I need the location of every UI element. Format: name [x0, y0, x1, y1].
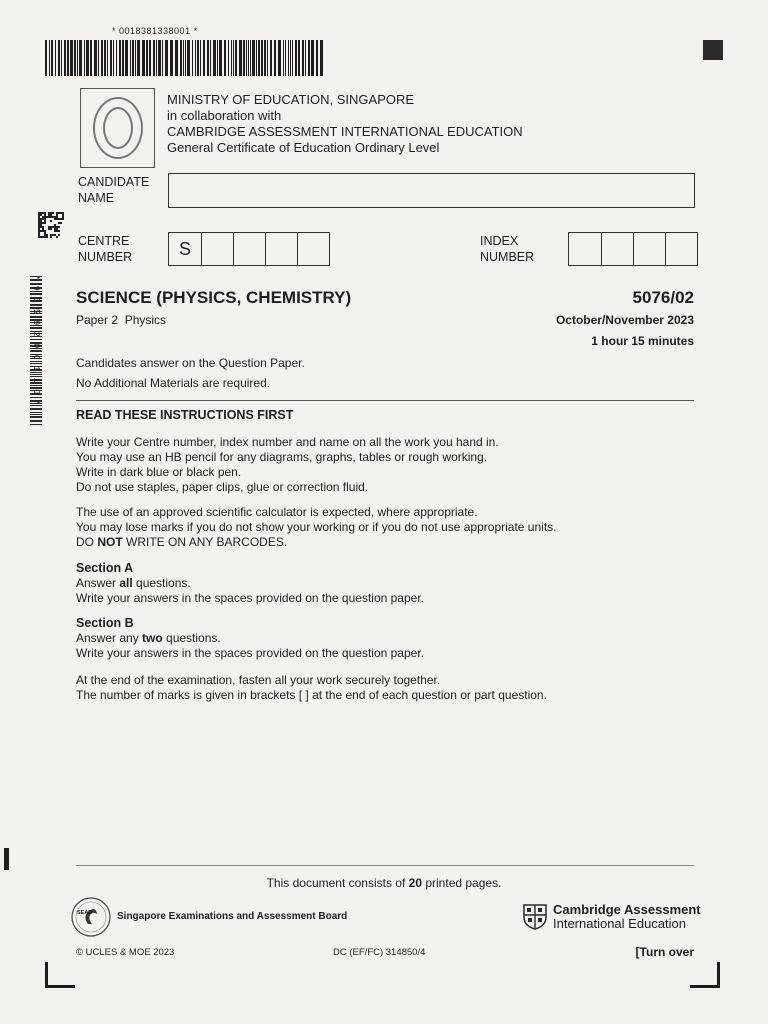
section-b: Section B Answer any two questions. Write your answers in the spaces provided on the question paper.: [76, 616, 424, 660]
barcode-bar: [308, 40, 310, 76]
qr-module: [52, 226, 54, 228]
qr-module: [50, 220, 52, 222]
qr-module: [44, 222, 46, 224]
qr-module: [42, 222, 44, 224]
exam-duration: 1 hour 15 minutes: [591, 334, 694, 348]
barcode-bar: [233, 40, 234, 76]
qr-module: [38, 222, 40, 224]
barcode-bar: [125, 40, 128, 76]
qr-module: [50, 228, 52, 230]
candidate-name-label: CANDIDATE NAME: [78, 175, 150, 205]
qr-module: [50, 214, 52, 216]
qr-module: [54, 230, 56, 232]
ministry-line: MINISTRY OF EDUCATION, SINGAPORE: [167, 92, 415, 107]
qr-module: [38, 216, 40, 218]
qr-module: [46, 216, 48, 218]
qr-module: [42, 236, 44, 238]
barcode-bar: [90, 40, 92, 76]
qr-module: [50, 226, 52, 228]
qr-module: [58, 212, 60, 214]
centre-digit-box[interactable]: [297, 233, 329, 265]
qr-module: [38, 214, 40, 216]
qr-module: [40, 220, 42, 222]
barcode-bar: [219, 40, 222, 76]
barcode-bar: [185, 40, 186, 76]
barcode-bar: [107, 40, 108, 76]
barcode-bar: [67, 40, 69, 76]
document-code: DC (EF/FC) 314850/4: [333, 947, 426, 958]
paper-code: 5076/02: [632, 288, 694, 307]
qr-module: [46, 234, 48, 236]
barcode-bar: [135, 40, 136, 76]
qr-module: [40, 236, 42, 238]
barcode-bar: [250, 40, 251, 76]
svg-text:SEAB: SEAB: [77, 910, 93, 916]
barcode-bar: [258, 40, 260, 76]
barcode-bar: [70, 40, 73, 76]
qr-module: [42, 218, 44, 220]
barcode-bar: [156, 40, 157, 76]
barcode-bar: [224, 40, 226, 76]
qr-module: [50, 216, 52, 218]
qr-module: [38, 232, 40, 234]
barcode-bar: [119, 40, 121, 76]
barcode-bar: [153, 40, 155, 76]
barcode-bar: [110, 40, 112, 76]
qr-module: [54, 228, 56, 230]
barcode-bar: [274, 40, 276, 76]
candidate-name-field[interactable]: [168, 173, 695, 208]
qr-module: [56, 214, 58, 216]
barcode-bar: [311, 40, 314, 76]
barcode-bar: [122, 40, 124, 76]
cambridge-shield-icon: [522, 903, 548, 930]
answer-note: Candidates answer on the Question Paper.: [76, 356, 305, 370]
qr-module: [42, 228, 44, 230]
barcode-bar: [165, 40, 168, 76]
qr-module: [54, 226, 56, 228]
barcode-bar: [217, 40, 218, 76]
corner-marker: [703, 40, 723, 60]
qr-module: [56, 236, 58, 238]
barcode-bar: [187, 40, 190, 76]
qr-module: [54, 218, 56, 220]
barcode-bar: [298, 40, 300, 76]
barcode-bar: [302, 40, 304, 76]
barcode-bar: [149, 40, 151, 76]
qr-module: [52, 212, 54, 214]
centre-digit-box[interactable]: [265, 233, 297, 265]
qr-module: [44, 218, 46, 220]
barcode-bar: [278, 40, 281, 76]
qr-module: [40, 218, 42, 220]
closing-instructions: At the end of the examination, fasten all your work securely together. The number of marks is given in brackets [ ] at the end of each question or part question.: [76, 673, 547, 702]
crop-mark-right: [690, 985, 720, 988]
qr-module: [50, 236, 52, 238]
qr-module: [38, 234, 40, 236]
index-digit-box[interactable]: [665, 233, 697, 265]
index-number-label: INDEX NUMBER: [480, 234, 535, 264]
qr-module: [40, 230, 42, 232]
barcode-bar: [175, 40, 178, 76]
barcode-bar: [261, 40, 263, 76]
barcode-bar: [267, 40, 268, 76]
barcode-bar: [288, 40, 289, 76]
qr-module: [56, 230, 58, 232]
barcode-bar: [183, 40, 184, 76]
qr-module: [56, 228, 58, 230]
barcode-bar: [162, 40, 163, 76]
paper-subtitle: Paper 2 Physics: [76, 313, 167, 327]
barcode-bar: [320, 40, 323, 76]
qr-module: [42, 216, 44, 218]
qr-module: [38, 212, 40, 214]
centre-digit-box[interactable]: [201, 233, 233, 265]
cambridge-line: CAMBRIDGE ASSESSMENT INTERNATIONAL EDUCATION: [167, 124, 523, 139]
barcode-bar: [256, 40, 257, 76]
qr-module: [42, 226, 44, 228]
qr-module: [58, 234, 60, 236]
barcode-bar: [51, 40, 53, 76]
certificate-line: General Certificate of Education Ordinary Level: [167, 140, 440, 155]
barcode-bar: [98, 40, 99, 76]
qr-module: [48, 228, 50, 230]
qr-module: [44, 214, 46, 216]
barcode-bar: [192, 40, 193, 76]
centre-digit-box[interactable]: [233, 233, 265, 265]
barcode-bar: [116, 40, 117, 76]
qr-module: [42, 212, 44, 214]
barcode-bar: [285, 40, 286, 76]
qr-module: [44, 236, 46, 238]
barcode-bar: [292, 40, 293, 76]
materials-note: No Additional Materials are required.: [76, 376, 271, 390]
qr-code-icon: [38, 212, 64, 238]
barcode-bar: [295, 40, 297, 76]
seab-logo-icon: [68, 894, 114, 940]
barcode-bar: [210, 40, 211, 76]
qr-module: [50, 212, 52, 214]
barcode-number: * 0018381338001 *: [112, 26, 198, 36]
qr-module: [52, 234, 54, 236]
qr-module: [62, 218, 64, 220]
qr-module: [44, 212, 46, 214]
barcode-warning: DO NOT WRITE ON ANY BARCODES.: [76, 535, 288, 549]
barcode-bar: [239, 40, 242, 76]
qr-module: [38, 230, 40, 232]
barcode-bar: [197, 40, 199, 76]
margin-mark: [4, 848, 9, 870]
qr-module: [46, 236, 48, 238]
qr-module: [58, 230, 60, 232]
qr-module: [52, 216, 54, 218]
qr-module: [44, 230, 46, 232]
qr-module: [40, 212, 42, 214]
barcode-bar: [228, 40, 229, 76]
turn-over-note: [Turn over: [635, 945, 694, 959]
centre-prefix: S: [178, 238, 191, 259]
centre-number-boxes[interactable]: [168, 232, 330, 266]
qr-module: [60, 212, 62, 214]
qr-module: [44, 234, 46, 236]
qr-module: [40, 222, 42, 224]
index-digit-box[interactable]: [601, 233, 633, 265]
barcode-bar: [104, 40, 106, 76]
barcode-bar: [113, 40, 114, 76]
exam-session: October/November 2023: [555, 313, 694, 327]
qr-module: [50, 234, 52, 236]
qr-module: [40, 214, 42, 216]
index-number-boxes[interactable]: [568, 232, 698, 266]
qr-module: [58, 226, 60, 228]
index-digit-box[interactable]: [569, 233, 601, 265]
barcode-bar: [170, 40, 173, 76]
page-count-note: This document consists of 20 printed pages.: [266, 876, 502, 890]
qr-module: [38, 228, 40, 230]
qr-module: [60, 222, 62, 224]
barcode-bar: [231, 40, 232, 76]
instructions-heading: READ THESE INSTRUCTIONS FIRST: [76, 408, 294, 422]
barcode-bar: [45, 40, 47, 76]
barcode-bar: [132, 40, 134, 76]
copyright: © UCLES & MOE 2023: [76, 947, 175, 958]
qr-module: [62, 214, 64, 216]
barcode-bar: [235, 40, 237, 76]
crop-mark-left: [45, 985, 75, 988]
barcode: [45, 40, 323, 76]
qr-module: [48, 226, 50, 228]
barcode-bar: [207, 40, 209, 76]
barcode-bar: [146, 40, 148, 76]
barcode-bar: [86, 40, 89, 76]
instructions-block-1: Write your Centre number, index number and name on all the work you hand in. You may use an HB pencil for any diagrams, graphs, tables or rough working. Write in dark blue or black pen. Do not use staples, paper clips, glue or correction fluid.: [76, 435, 499, 494]
barcode-bar: [243, 40, 245, 76]
o-level-logo: [80, 88, 155, 168]
cambridge-name-line1: Cambridge Assessment: [553, 902, 701, 917]
qr-module: [48, 216, 50, 218]
barcode-bar: [74, 40, 76, 76]
barcode-bar: [58, 40, 60, 76]
qr-module: [60, 218, 62, 220]
barcode-bar: [142, 40, 145, 76]
barcode-bar: [158, 40, 161, 76]
qr-module: [58, 218, 60, 220]
barcode-bar: [61, 40, 62, 76]
footer-divider: [76, 865, 694, 866]
barcode-bar: [79, 40, 82, 76]
qr-module: [58, 222, 60, 224]
qr-module: [56, 218, 58, 220]
qr-module: [44, 216, 46, 218]
barcode-bar: [49, 40, 50, 76]
barcode-bar: [252, 40, 255, 76]
barcode-bar: [101, 40, 103, 76]
barcode-bar: [130, 40, 131, 76]
centre-number-label: CENTRE NUMBER: [78, 234, 133, 264]
qr-module: [62, 216, 64, 218]
qr-module: [54, 216, 56, 218]
qr-module: [44, 220, 46, 222]
barcode-bar: [77, 40, 78, 76]
barcode-bar: [283, 40, 284, 76]
paper-title: SCIENCE (PHYSICS, CHEMISTRY): [76, 288, 352, 307]
divider: [76, 400, 694, 401]
barcode-bar: [180, 40, 182, 76]
barcode-bar: [213, 40, 216, 76]
qr-module: [40, 224, 42, 226]
barcode-bar: [84, 40, 85, 76]
qr-module: [48, 214, 50, 216]
qr-module: [54, 234, 56, 236]
barcode-bar: [137, 40, 140, 76]
barcode-bar: [55, 40, 56, 76]
qr-module: [48, 212, 50, 214]
qr-module: [56, 212, 58, 214]
qr-module: [38, 220, 40, 222]
qr-module: [38, 218, 40, 220]
qr-module: [54, 224, 56, 226]
instructions-block-2: The use of an approved scientific calculator is expected, where appropriate. You may lose marks if you do not show your working or if you do not use appropriate units. DO NOT WRITE ON ANY BARCODES.: [76, 505, 557, 549]
barcode-bar: [195, 40, 196, 76]
barcode-bar: [264, 40, 266, 76]
qr-module: [38, 226, 40, 228]
qr-module: [56, 226, 58, 228]
barcode-bar: [94, 40, 97, 76]
index-digit-box[interactable]: [633, 233, 665, 265]
barcode-bar: [290, 40, 291, 76]
cambridge-name-line2: International Education: [553, 916, 686, 931]
qr-module: [62, 212, 64, 214]
barcode-bar: [248, 40, 249, 76]
collaboration-line: in collaboration with: [167, 108, 282, 123]
barcode-bar: [305, 40, 306, 76]
barcode-bar: [200, 40, 201, 76]
qr-module: [44, 232, 46, 234]
qr-module: [56, 216, 58, 218]
section-a: Section A Answer all questions. Write your answers in the spaces provided on the question paper.: [76, 561, 424, 605]
barcode-bar: [64, 40, 66, 76]
qr-module: [42, 230, 44, 232]
barcode-bar: [270, 40, 272, 76]
seab-name: Singapore Examinations and Assessment Board: [117, 911, 348, 922]
qr-module: [38, 236, 40, 238]
barcode-bar: [203, 40, 205, 76]
qr-module: [38, 224, 40, 226]
barcode-bar: [246, 40, 247, 76]
side-barcode-digits: * 9 5 5 9 2 0 0 1 1 0 *: [32, 276, 41, 407]
barcode-bar: [316, 40, 318, 76]
qr-module: [40, 226, 42, 228]
